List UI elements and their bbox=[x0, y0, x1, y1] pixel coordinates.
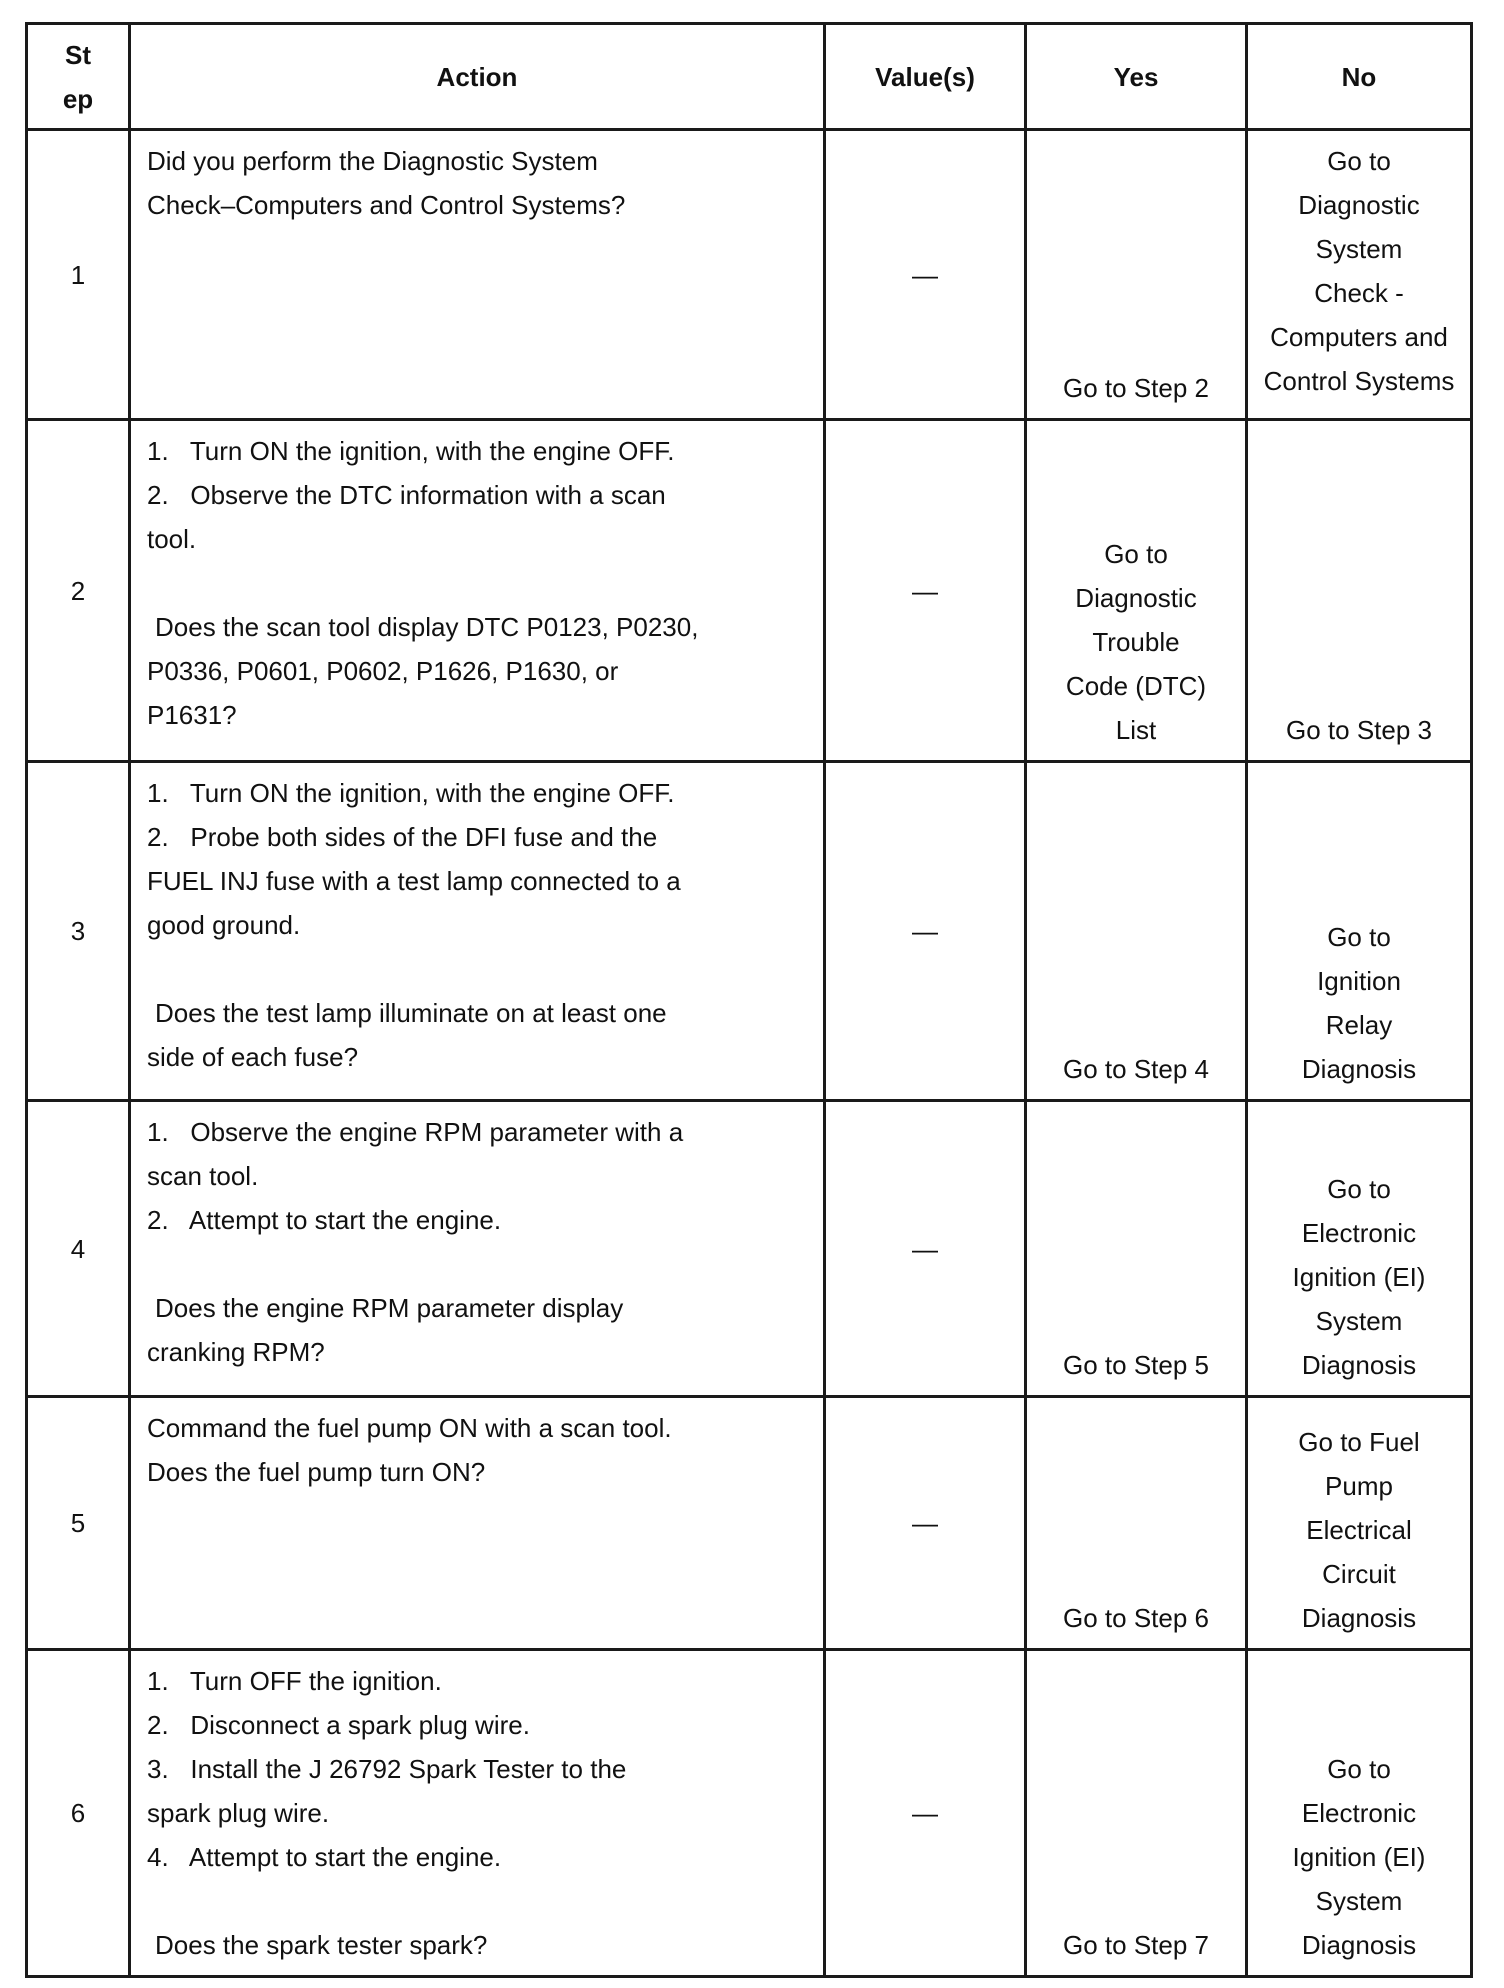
action-line: Did you perform the Diagnostic System bbox=[147, 146, 598, 176]
no-line: Electronic bbox=[1301, 1798, 1417, 1828]
yes-link[interactable]: Go to Step 6 bbox=[1063, 1603, 1209, 1633]
yes-line: Trouble bbox=[1092, 627, 1180, 657]
question-line: Does the spark tester spark? bbox=[155, 1930, 488, 1960]
yes-cell[interactable] bbox=[1026, 420, 1247, 762]
no-line: Computers and bbox=[1270, 322, 1448, 352]
spacer bbox=[147, 561, 809, 605]
spacer bbox=[147, 947, 809, 991]
yes-link[interactable]: Go to Step 4 bbox=[1063, 1054, 1209, 1084]
no-line: Diagnosis bbox=[1301, 1603, 1417, 1633]
action-cell bbox=[130, 130, 825, 420]
no-link[interactable]: Go to Step 3 bbox=[1286, 715, 1432, 745]
no-line: Pump bbox=[1325, 1471, 1393, 1501]
action-line: Does the fuel pump turn ON? bbox=[147, 1457, 486, 1487]
no-line: Go to bbox=[1327, 1754, 1391, 1784]
action-line: Check–Computers and Control Systems? bbox=[147, 190, 626, 220]
step-number: 1 bbox=[27, 130, 130, 420]
header-action: Action bbox=[130, 24, 825, 130]
value-cell: — bbox=[825, 1101, 1026, 1397]
action-line: Command the fuel pump ON with a scan tool. bbox=[147, 1413, 672, 1443]
no-line: System bbox=[1315, 1306, 1403, 1336]
table-row bbox=[27, 130, 1472, 420]
step-number: 2 bbox=[27, 420, 130, 762]
table-row bbox=[27, 762, 1472, 1101]
header-step-line2: ep bbox=[62, 83, 94, 114]
table-row bbox=[27, 1397, 1472, 1650]
no-line: Ignition (EI) bbox=[1292, 1842, 1426, 1872]
action-line: scan tool. bbox=[147, 1161, 259, 1191]
step-number: 3 bbox=[27, 762, 130, 1101]
action-line: spark plug wire. bbox=[147, 1798, 330, 1828]
no-line: Diagnostic bbox=[1298, 190, 1420, 220]
value-cell: — bbox=[825, 130, 1026, 420]
no-cell[interactable] bbox=[1247, 1650, 1472, 1977]
no-line: Relay bbox=[1325, 1010, 1393, 1040]
question-line: P1631? bbox=[147, 700, 237, 730]
header-values: Value(s) bbox=[825, 24, 1026, 130]
no-line: Go to Fuel bbox=[1298, 1427, 1420, 1457]
yes-line: Diagnostic bbox=[1075, 583, 1197, 613]
spacer bbox=[147, 1242, 809, 1286]
yes-cell bbox=[1026, 762, 1247, 1101]
question-line: Does the engine RPM parameter display bbox=[155, 1293, 624, 1323]
step-number: 4 bbox=[27, 1101, 130, 1397]
action-line: 4. Attempt to start the engine. bbox=[147, 1842, 502, 1872]
spacer bbox=[147, 1879, 809, 1923]
no-line: Electronic bbox=[1301, 1218, 1417, 1248]
no-line: System bbox=[1315, 1886, 1403, 1916]
diagnostic-table bbox=[25, 22, 1473, 1978]
no-line: Diagnosis bbox=[1301, 1930, 1417, 1960]
no-line: Ignition (EI) bbox=[1292, 1262, 1426, 1292]
no-line: Go to bbox=[1327, 922, 1391, 952]
table-row bbox=[27, 420, 1472, 762]
no-line: Go to bbox=[1327, 146, 1391, 176]
value-cell: — bbox=[825, 1397, 1026, 1650]
yes-cell bbox=[1026, 130, 1247, 420]
action-line: FUEL INJ fuse with a test lamp connected to a bbox=[147, 866, 681, 896]
yes-cell bbox=[1026, 1101, 1247, 1397]
action-line: 1. Turn ON the ignition, with the engine OFF. bbox=[147, 778, 675, 808]
action-line: 2. Attempt to start the engine. bbox=[147, 1205, 502, 1235]
table-row bbox=[27, 1650, 1472, 1977]
action-line: 3. Install the J 26792 Spark Tester to the bbox=[147, 1754, 627, 1784]
no-line: System bbox=[1315, 234, 1403, 264]
yes-cell bbox=[1026, 1650, 1247, 1977]
yes-line: List bbox=[1115, 715, 1157, 745]
action-line: 2. Probe both sides of the DFI fuse and the bbox=[147, 822, 658, 852]
yes-link[interactable]: Go to Step 7 bbox=[1063, 1930, 1209, 1960]
yes-line: Code (DTC) bbox=[1065, 671, 1207, 701]
no-line: Diagnosis bbox=[1301, 1054, 1417, 1084]
header-no: No bbox=[1247, 24, 1472, 130]
no-line: Circuit bbox=[1322, 1559, 1396, 1589]
no-line: Go to bbox=[1327, 1174, 1391, 1204]
no-line: Control Systems bbox=[1263, 366, 1455, 396]
step-number: 5 bbox=[27, 1397, 130, 1650]
action-line: tool. bbox=[147, 524, 197, 554]
no-line: Electrical bbox=[1306, 1515, 1412, 1545]
action-cell bbox=[130, 1650, 825, 1977]
action-line: 1. Turn OFF the ignition. bbox=[147, 1666, 442, 1696]
question-line: cranking RPM? bbox=[147, 1337, 325, 1367]
no-line: Ignition bbox=[1317, 966, 1401, 996]
yes-link[interactable]: Go to Step 2 bbox=[1063, 373, 1209, 403]
action-line: good ground. bbox=[147, 910, 301, 940]
action-cell bbox=[130, 1101, 825, 1397]
value-cell: — bbox=[825, 762, 1026, 1101]
yes-line: Go to bbox=[1104, 539, 1168, 569]
value-cell: — bbox=[825, 420, 1026, 762]
yes-cell bbox=[1026, 1397, 1247, 1650]
action-line: 2. Disconnect a spark plug wire. bbox=[147, 1710, 530, 1740]
action-cell bbox=[130, 420, 825, 762]
yes-link[interactable]: Go to Step 5 bbox=[1063, 1350, 1209, 1380]
no-cell[interactable] bbox=[1247, 1101, 1472, 1397]
header-step-line1: St bbox=[65, 39, 91, 70]
no-cell[interactable] bbox=[1247, 130, 1472, 420]
no-line: Diagnosis bbox=[1301, 1350, 1417, 1380]
value-cell: — bbox=[825, 1650, 1026, 1977]
header-yes: Yes bbox=[1026, 24, 1247, 130]
action-line: 1. Observe the engine RPM parameter with a bbox=[147, 1117, 684, 1147]
header-row bbox=[27, 24, 1472, 130]
question-line: P0336, P0601, P0602, P1626, P1630, or bbox=[147, 656, 619, 686]
question-line: Does the scan tool display DTC P0123, P0230, bbox=[155, 612, 699, 642]
no-cell[interactable] bbox=[1247, 1397, 1472, 1650]
question-line: Does the test lamp illuminate on at least one bbox=[155, 998, 667, 1028]
question-line: side of each fuse? bbox=[147, 1042, 359, 1072]
action-cell bbox=[130, 1397, 825, 1650]
table-row bbox=[27, 1101, 1472, 1397]
action-cell bbox=[130, 762, 825, 1101]
no-line: Check - bbox=[1314, 278, 1404, 308]
step-number: 6 bbox=[27, 1650, 130, 1977]
action-line: 2. Observe the DTC information with a scan bbox=[147, 480, 666, 510]
header-step bbox=[27, 24, 130, 130]
no-cell bbox=[1247, 420, 1472, 762]
no-cell[interactable] bbox=[1247, 762, 1472, 1101]
action-line: 1. Turn ON the ignition, with the engine OFF. bbox=[147, 436, 675, 466]
